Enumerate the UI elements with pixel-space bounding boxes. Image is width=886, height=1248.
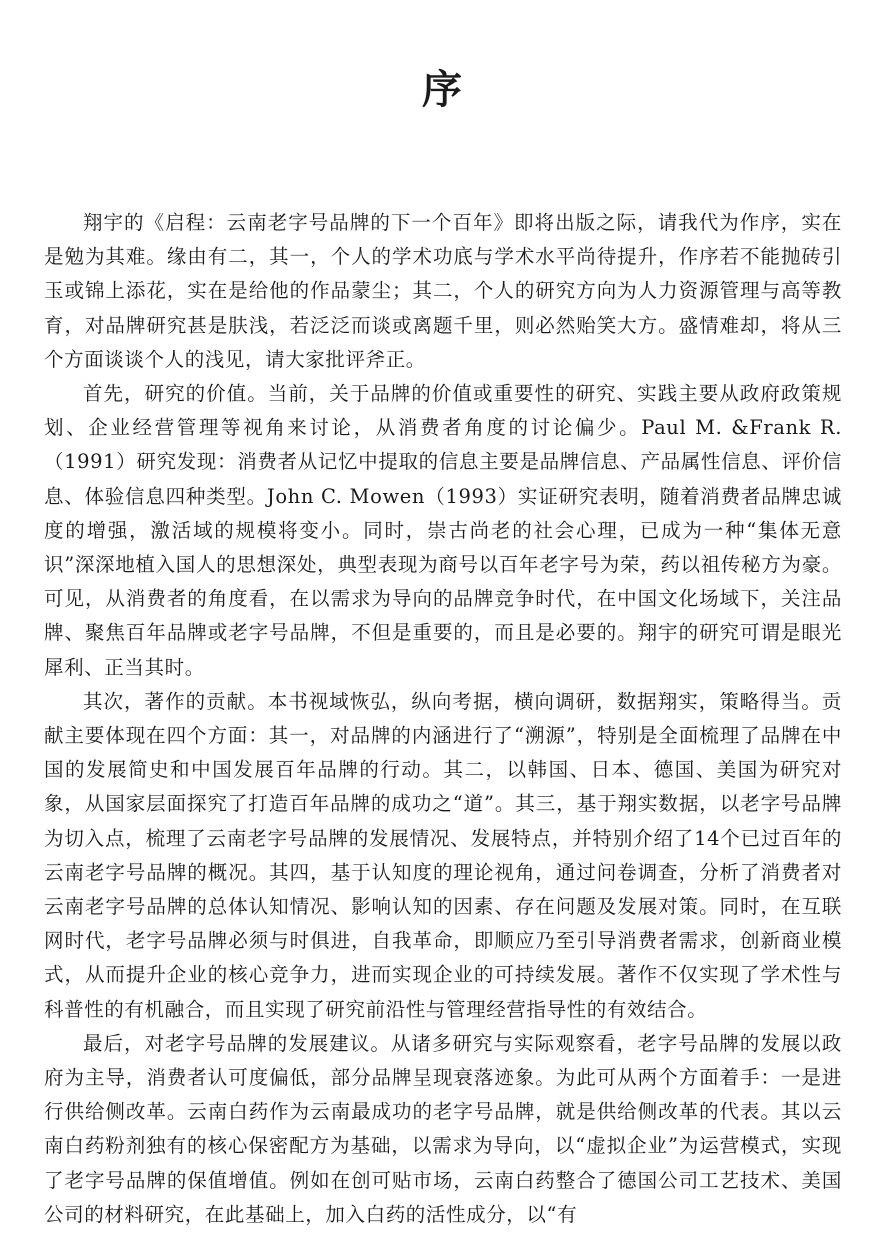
- document-body: [44, 206, 842, 1232]
- page-title: 序: [422, 66, 464, 113]
- paragraph: 最后，对老字号品牌的发展建议。从诸多研究与实际观察看，老字号品牌的发展以政府为主导，消费者认可度偏低，部分品牌呈现衰落迹象。为此可从两个方面着手：一是进行供给侧改革。云南白药作为云南最成功的老字号品牌，就是供给侧改革的代表。其以云南白药粉剂独有的核心保密配方为基础，以需求为导向，以“虚拟企业”为运营模式，实现了老字号品牌的保值增值。例如在创可贴市场，云南白药整合了德国公司工艺技术、美国公司的材料研究，在此基础上，加入白药的活性成分，以“有: [44, 1031, 842, 1226]
- paragraph: 其次，著作的贡献。本书视域恢弘，纵向考据，横向调研，数据翔实，策略得当。贡献主要体现在四个方面：其一，对品牌的内涵进行了“溯源”，特别是全面梳理了品牌在中国的发展简史和中国发展百年品牌的行动。其二，以韩国、日本、德国、美国为研究对象，从国家层面探究了打造百年品牌的成功之“道”。其三，基于翔实数据，以老字号品牌为切入点，梳理了云南老字号品牌的发展情况、发展特点，并特别介绍了14个已过百年的云南老字号品牌的概况。其四，基于认知度的理论视角，通过问卷调查，分析了消费者对云南老字号品牌的总体认知情况、影响认知的因素、存在问题及发展对策。同时，在互联网时代，老字号品牌必须与时俱进，自我革命，即顺应乃至引导消费者需求，创新商业模式，从而提升企业的核心竞争力，进而实现企业的可持续发展。著作不仅实现了学术性与科普性的有机融合，而且实现了研究前沿性与管理经营指导性的有效结合。: [44, 689, 842, 1021]
- paragraph: 首先，研究的价值。当前，关于品牌的价值或重要性的研究、实践主要从政府政策规划、企业经营管理等视角来讨论，从消费者角度的讨论偏少。Paul M. &Frank R.（1991）研究发现：消费者从记忆中提取的信息主要是品牌信息、产品属性信息、评价信息、体验信息四种类型。John C. Mowen（1993）实证研究表明，随着消费者品牌忠诚度的增强，激活域的规模将变小。同时，崇古尚老的社会心理，已成为一种“集体无意识”深深地植入国人的思想深处，典型表现为商号以百年老字号为荣，药以祖传秘方为豪。可见，从消费者的角度看，在以需求为导向的品牌竞争时代，在中国文化场域下，关注品牌、聚焦百年品牌或老字号品牌，不但是重要的，而且是必要的。翔宇的研究可谓是眼光犀利、正当其时。: [44, 382, 842, 679]
- paragraph: 翔宇的《启程：云南老字号品牌的下一个百年》即将出版之际，请我代为作序，实在是勉为其难。缘由有二，其一，个人的学术功底与学术水平尚待提升，作序若不能抛砖引玉或锦上添花，实在是给他的作品蒙尘；其二，个人的研究方向为人力资源管理与高等教育，对品牌研究甚是肤浅，若泛泛而谈或离题千里，则必然贻笑大方。盛情难却，将从三个方面谈谈个人的浅见，请大家批评斧正。: [44, 211, 842, 371]
